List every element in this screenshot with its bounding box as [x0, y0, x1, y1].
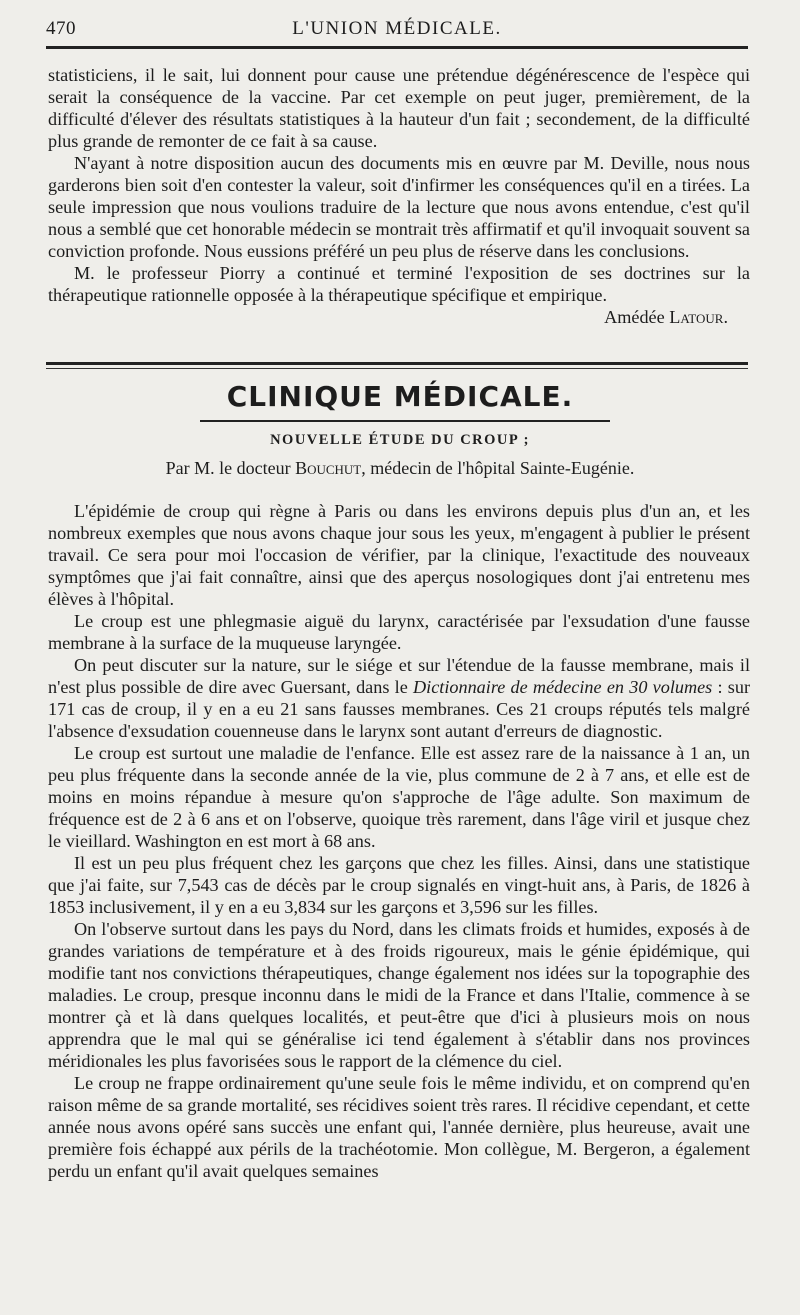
paragraph — [48, 654, 750, 742]
running-title: L'UNION MÉDICALE. — [292, 18, 502, 39]
section-title: CLINIQUE MÉDICALE. — [226, 380, 574, 413]
byline-author: Bouchut — [295, 458, 362, 478]
header-rule — [46, 46, 748, 49]
paragraph: On l'observe surtout dans les pays du Nord, dans les climats froids et humides, exposés à de grandes variations de température et à des froids rigoureux, mais le génie épidémique, qui modifie tant nos convictions thérapeutiques, change également nos idées sur la topographie des maladies. Le croup, presque inconnu dans le midi de la France et dans l'Italie, commence à se montrer çà et là dans quelques localités, et peut-être que d'ici à plusieurs mois on nous apprendra que le mal qui se généralise ici tend également à s'établir dans nos provinces méridionales les plus favorisées sous le rapport de la clémence du ciel. — [48, 919, 750, 1071]
section-divider-thin — [46, 368, 748, 369]
paragraph-text: : sur 171 cas de croup, il y en a eu 21 sans fausses membranes. Ces 21 croups réputés tels malgré l'absence d'exsudation couenneuse dans le larynx sont autant d'erreurs de diagnostic. — [48, 677, 750, 741]
author-signature — [48, 306, 728, 328]
byline-suffix: , médecin de l'hôpital Sainte-Eugénie. — [361, 458, 635, 478]
article-byline — [0, 458, 800, 479]
paragraph: Le croup est une phlegmasie aiguë du larynx, caractérisée par l'exsudation d'une fausse membrane à la surface de la muqueuse laryngée. — [48, 611, 750, 653]
paragraph: N'ayant à notre disposition aucun des documents mis en œuvre par M. Deville, nous nous garderons bien soit d'en contester la valeur, soit d'infirmer les conséquences qu'il en a tirées. La seule impression que nous voulions traduire de la lecture que nous avons entendue, c'est qu'il nous a semblé que cet honorable médecin se montrait très affirmatif et qu'il invoquait souvent sa conviction profonde. Nous eussions préféré un peu plus de réserve dans les conclusions. — [48, 153, 750, 261]
paragraph-text: On peut discuter sur la nature, sur le siége et sur l'étendue de la fausse membrane, mais il n'est plus possible de dire avec Guersant, dans le — [48, 655, 750, 697]
article-body — [48, 500, 750, 1182]
paragraph: M. le professeur Piorry a continué et terminé l'exposition de ses doctrines sur la thérapeutique rationnelle opposée à la thérapeutique spécifique et empirique. — [48, 263, 750, 305]
byline-prefix: Par M. le docteur — [165, 458, 291, 478]
paragraph: Le croup ne frappe ordinairement qu'une seule fois le même individu, et on comprend qu'en raison même de sa grande mortalité, ses récidives soient très rares. Il récidive cependant, et cette année nous avons opéré sans succès une enfant qui, l'année dernière, plus heureuse, avait une première fois échappé aux périls de la trachéotomie. Mon collègue, M. Bergeron, a également perdu un enfant qu'il avait quelques semaines — [48, 1073, 750, 1181]
page-header — [46, 12, 748, 46]
cited-title: Dictionnaire de médecine en 30 volumes — [413, 677, 713, 697]
paragraph: L'épidémie de croup qui règne à Paris ou dans les environs depuis plus d'un an, et les nombreux exemples que nous avons chaque jour sous les yeux, m'engagent à publier le présent travail. Ce sera pour moi l'occasion de vérifier, par la clinique, l'exactitude des nouveaux symptômes que j'ai fait connaître, ainsi que des aperçus nosologiques dont j'ai entretenu mes élèves à l'hôpital. — [48, 501, 750, 609]
previous-article-conclusion — [48, 64, 750, 328]
signature-first-name: Amédée — [604, 307, 665, 327]
page-number: 470 — [46, 18, 76, 39]
signature-last-name: Latour. — [669, 307, 728, 327]
section-divider — [46, 362, 748, 365]
paragraph: statisticiens, il le sait, lui donnent pour cause une prétendue dégénérescence de l'espèce qui serait la conséquence de la vaccine. Par cet exemple on peut juger, premièrement, de la difficulté d'élever des résultats statistiques à la hauteur d'un fait ; secondement, de la difficulté plus grande de remonter de ce fait à sa cause. — [48, 65, 750, 151]
article-title: NOUVELLE ÉTUDE DU CROUP ; — [270, 432, 530, 448]
paragraph: Le croup est surtout une maladie de l'enfance. Elle est assez rare de la naissance à 1 an, un peu plus fréquente dans la seconde année de la vie, plus commune de 2 à 7 ans, et elle est de moins en moins répandue à mesure qu'on s'approche de l'âge adulte. Son maximum de fréquence est de 2 à 6 ans et on l'observe, quoique très rarement, dans l'âge viril et jusque chez le vieillard. Washington en est mort à 68 ans. — [48, 743, 750, 851]
paragraph: Il est un peu plus fréquent chez les garçons que chez les filles. Ainsi, dans une statistique que j'ai faite, sur 7,543 cas de décès par le croup signalés en vingt-huit ans, à Paris, de 1826 à 1853 inclusivement, il y en a eu 3,834 sur les garçons et 3,596 sur les filles. — [48, 853, 750, 917]
section-title-underline — [200, 420, 610, 422]
